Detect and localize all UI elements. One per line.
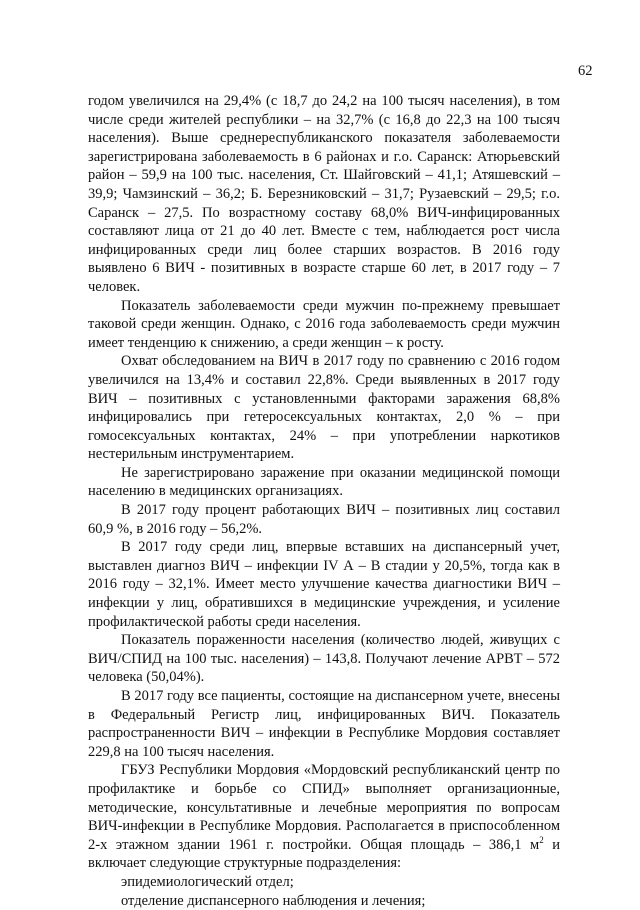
list-item: отделение диспансерного наблюдения и лечения; [121,892,426,909]
document-body [88,92,560,910]
paragraph-p1: годом увеличился на 29,4% (с 18,7 до 24,2 на 100 тысяч населения), в том числе среди жителей республики – на 32,7% (с 16,8 до 22,3 на 100 тысяч населения). Выше среднереспубликанского показателя заболеваемости зарегистрирована заболеваемость в 6 районах и г.о. Саранск: Атюрьевский район – 59,9 на 100 тыс. населения, Ст. Шайговский – 41,1; Атяшевский – 39,9; Чамзинский – 36,2; Б. Березниковский – 31,7; Рузаевский – 29,5; г.о. Саранск – 27,5. По возрастному составу 68,0% ВИЧ-инфицированных составляют лица от 21 до 40 лет. Вместе с тем, наблюдается рост числа инфицированных среди лиц более старших возрастов. В 2016 году выявлено 6 ВИЧ - позитивных в возрасте старше 60 лет, в 2017 году – 7 человек. [88,93,560,295]
paragraph-p7: Показатель пораженности населения (количество людей, живущих с ВИЧ/СПИД на 100 тыс. населения) – 143,8. Получают лечение АРВТ – 572 человека (50,04%). [88,632,560,686]
paragraph-p9-text: ГБУЗ Республики Мордовия «Мордовский республиканский центр по профилактике и борьбе со СПИД» выполняет организационные, методические, консультативные и лечебные мероприятия по вопросам ВИЧ-инфекции в Республике Мордовия. Располагается в приспособленном 2-х этажном здании 1961 г. постройки. Общая площадь – 386,1 м [88,762,560,853]
paragraph-p3: Охват обследованием на ВИЧ в 2017 году по сравнению с 2016 годом увеличился на 13,4% и составил 22,8%. Среди выявленных в 2017 году ВИЧ – позитивных с установленными факторами заражения 68,8% инфицировались при гетеросексуальных контактах, 2,0 % – при гомосексуальных контактах, 24% – при употреблении наркотиков нестерильным инструментарием. [88,353,560,463]
paragraph-p5: В 2017 году процент работающих ВИЧ – позитивных лиц составил 60,9 %, в 2016 году – 56,2%. [88,502,560,537]
paragraph-p6: В 2017 году среди лиц, впервые вставших на диспансерный учет, выставлен диагноз ВИЧ – инфекции IV А – В стадии у 20,5%, тогда как в 2016 году – 32,1%. Имеет место улучшение качества диагностики ВИЧ – инфекции у лиц, обратившихся в медицинские учреждения, и усиление профилактической работы среди населения. [88,539,560,630]
paragraph-p4: Не зарегистрировано заражение при оказании медицинской помощи населению в медицинских организациях. [88,464,560,500]
paragraph-p9-tail: и включает следующие структурные подразделения: [88,836,560,872]
paragraph-p8: В 2017 году все пациенты, состоящие на диспансерном учете, внесены в Федеральный Регистр лиц, инфицированных ВИЧ. Показатель распространенности ВИЧ – инфекции в Республике Мордовия составляет 229,8 на 100 тысяч населения. [88,688,560,760]
superscript-2: 2 [539,834,544,845]
list-item: эпидемиологический отдел; [121,873,294,890]
paragraph-p9 [88,761,560,873]
page-number: 62 [578,63,593,79]
paragraph-p2: Показатель заболеваемости среди мужчин по-прежнему превышает таковой среди женщин. Однако, с 2016 года заболеваемость среди мужчин имеет тенденцию к снижению, а среди женщин – к росту. [88,297,560,351]
